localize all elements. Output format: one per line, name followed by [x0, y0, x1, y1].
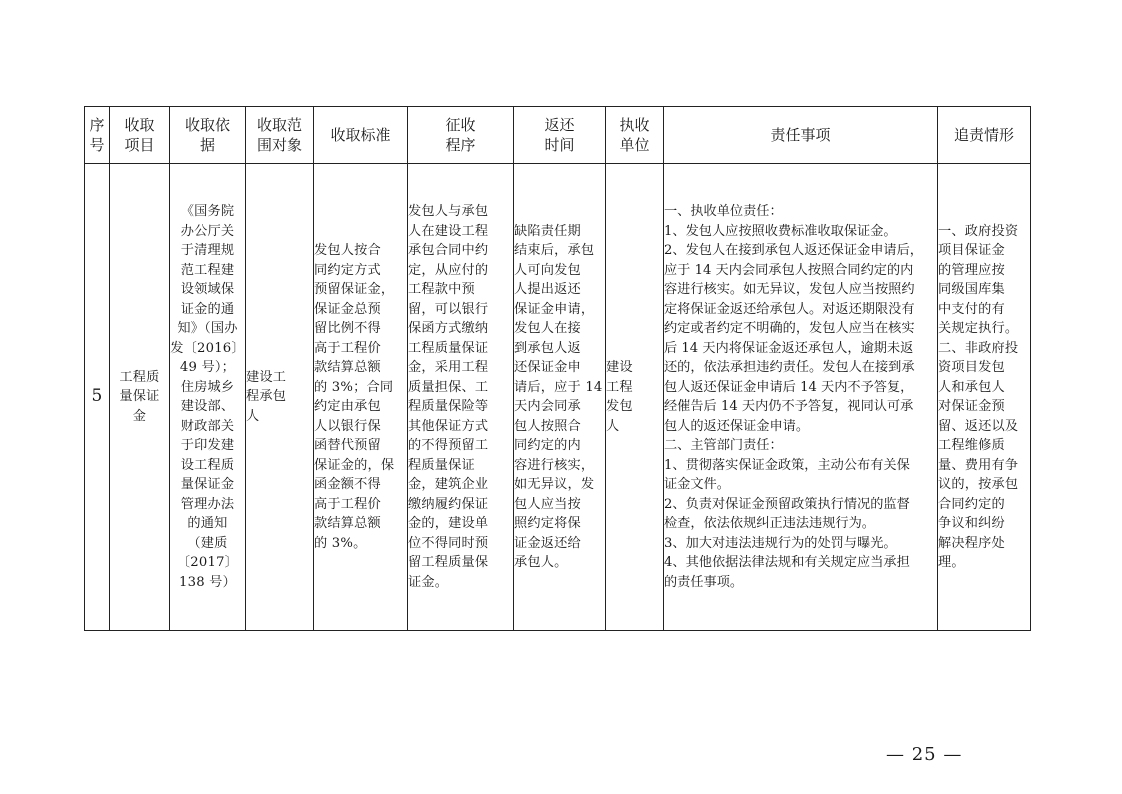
- fee-table: [84, 106, 1031, 631]
- cell-pursue: 一、政府投资 项目保证金 的管理应按 同级国库集 中支付的有 关规定执行。 二、非政府投 资项目发包 人和承包人 对保证金预 留、返还以及 工程维修质 量、费用有争 议的，按承包 合同约定的 争议和纠纷 解决程序处 理。: [938, 164, 1031, 631]
- page-number: — 25 —: [886, 744, 963, 765]
- cell-item: 工程质 量保证 金: [110, 164, 170, 631]
- cell-seq: 5: [85, 164, 110, 631]
- cell-basis: 《国务院 办公厅关 于清理规 范工程建 设领域保 证金的通 知》（国办 发〔2016〕 49 号）； 住房城乡 建设部、 财政部关 于印发建 设工程质 量保证金 管理办法 的通知 （建质 〔2017〕 138 号）: [170, 164, 246, 631]
- cell-standard: 发包人按合 同约定方式 预留保证金， 保证金总预 留比例不得 高于工程价 款结算总额 的 3%；合同 约定由承包 人以银行保 函替代预留 保证金的，保 函金额不得 高于工程价 款结算总额 的 3%。: [314, 164, 408, 631]
- header-return-time: 返还 时间: [514, 107, 606, 164]
- header-unit: 执收 单位: [606, 107, 664, 164]
- header-pursue: 追责情形: [938, 107, 1031, 164]
- header-duty: 责任事项: [664, 107, 938, 164]
- cell-scope: 建设工 程承包 人: [246, 164, 314, 631]
- cell-unit: 建设 工程 发包 人: [606, 164, 664, 631]
- cell-procedure: 发包人与承包 人在建设工程 承包合同中约 定，从应付的 工程款中预 留，可以银行 保函方式缴纳 工程质量保证 金，采用工程 质量担保、工 程质量保险等 其他保证方式 的不得预留工 程质量保证 金，建筑企业 缴纳履约保证 金的，建设单 位不得同时预 留工程质量保 证金。: [408, 164, 514, 631]
- header-item: 收取 项目: [110, 107, 170, 164]
- header-procedure: 征收 程序: [408, 107, 514, 164]
- header-standard: 收取标准: [314, 107, 408, 164]
- header-basis: 收取依 据: [170, 107, 246, 164]
- table-header: [85, 107, 1031, 164]
- cell-return-time: 缺陷责任期 结束后，承包 人可向发包 人提出返还 保证金申请， 发包人在接 到承包人返 还保证金申 请后，应于 14 天内会同承 包人按照合 同约定的内 容进行核实， 如无异议，发 包人应当按 照约定将保 证金返还给 承包人。: [514, 164, 606, 631]
- cell-duty: 一、执收单位责任： 1、发包人应按照收费标准收取保证金。 2、发包人在接到承包人返还保证金申请后， 应于 14 天内会同承包人按照合同约定的内 容进行核实。如无异议，发包人应当按照约 定将保证金返还给承包人。对返还期限没有 约定或者约定不明确的，发包人应当在核实 后 14 天内将保证金返还承包人，逾期未返 还的，依法承担违约责任。发包人在接到承 包人返还保证金申请后 14 天内不予答复， 经催告后 14 天内仍不予答复，视同认可承 包人的返还保证金申请。 二、主管部门责任： 1、贯彻落实保证金政策，主动公布有关保 证金文件。 2、负责对保证金预留政策执行情况的监督 检查，依法依规纠正违法违规行为。 3、加大对违法违规行为的处罚与曝光。 4、其他依据法律法规和有关规定应当承担 的责任事项。: [664, 164, 938, 631]
- header-row: [85, 107, 1031, 164]
- header-seq: 序 号: [85, 107, 110, 164]
- header-scope: 收取范 围对象: [246, 107, 314, 164]
- table-row: [85, 164, 1031, 631]
